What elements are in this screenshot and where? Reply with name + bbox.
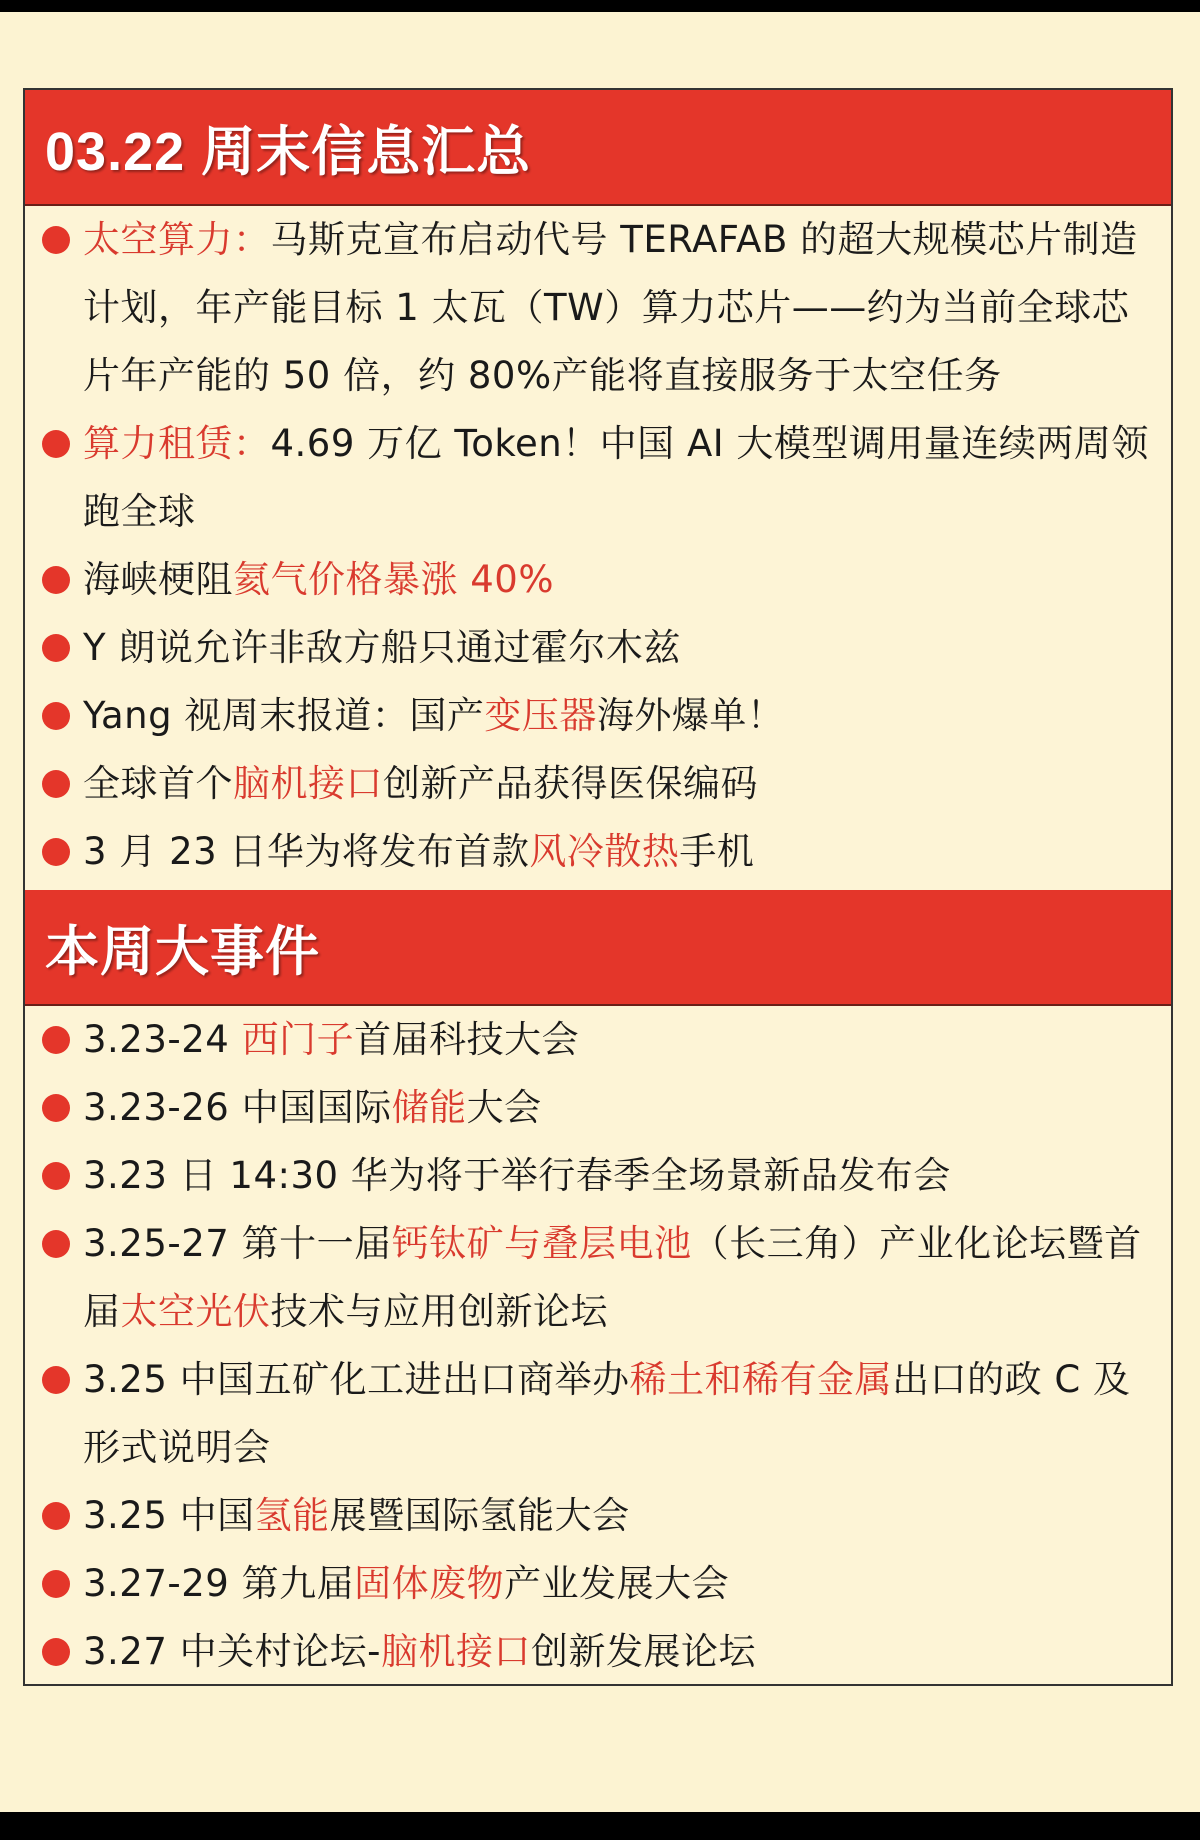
highlight-text: 固体废物 — [354, 1562, 505, 1605]
item-text: 3.23 日 14:30 华为将于举行春季全场景新品发布会 — [83, 1154, 951, 1197]
section-title: 03.22 周末信息汇总 — [45, 121, 532, 182]
item-text: 技术与应用创新论坛 — [270, 1290, 608, 1333]
highlight-text: 风冷散热 — [529, 830, 680, 873]
highlight-text: 稀土和稀有金属 — [629, 1358, 893, 1401]
item-text: 创新产品获得医保编码 — [383, 762, 758, 805]
highlight-text: 太空算力： — [83, 218, 271, 261]
highlight-text: 钙钛矿与叠层电池 — [391, 1222, 692, 1265]
list-item — [25, 1142, 1159, 1210]
item-text: 3.25 中国五矿化工进出口商举办 — [83, 1358, 630, 1401]
item-text: 3.27 中关村论坛- — [83, 1630, 381, 1673]
bullet-dot-icon — [42, 566, 70, 594]
list-item — [25, 614, 1159, 682]
item-text: 手机 — [679, 830, 755, 873]
bottom-black-bar — [0, 1812, 1200, 1840]
item-text: 大会 — [466, 1086, 542, 1129]
item-text: 4.69 万亿 Token！中国 AI 大模型调用量连续两周领跑全球 — [83, 422, 1149, 533]
bullet-dot-icon — [42, 1026, 70, 1054]
item-text: 海峡梗阻 — [83, 558, 233, 601]
highlight-text: 氦气价格暴涨 40% — [233, 558, 554, 601]
item-text: 出口的政 C 及形式说明会 — [83, 1358, 1131, 1469]
bullet-dot-icon — [42, 1162, 70, 1190]
highlight-text: 氢能 — [254, 1494, 330, 1537]
item-text: 3.27-29 第九届 — [83, 1562, 355, 1605]
bullet-dot-icon — [42, 430, 70, 458]
bullet-dot-icon — [42, 226, 70, 254]
item-text: 创新发展论坛 — [531, 1630, 756, 1673]
section-header — [25, 90, 1171, 206]
bullet-dot-icon — [42, 1502, 70, 1530]
section-list — [25, 1006, 1171, 1690]
list-item — [25, 1618, 1159, 1686]
list-item — [25, 1482, 1159, 1550]
list-item — [25, 1210, 1159, 1346]
list-item — [25, 750, 1159, 818]
highlight-text: 西门子 — [241, 1018, 355, 1061]
item-text: 3.23-26 中国国际 — [83, 1086, 392, 1129]
item-text: Y 朗说允许非敌方船只通过霍尔木兹 — [83, 626, 681, 669]
item-text: 马斯克宣布启动代号 TERAFAB 的超大规模芯片制造计划，年产能目标 1 太瓦（TW）算力芯片——约为当前全球芯片年产能的 50 倍，约 80%产能将直接服务于太空任务 — [83, 218, 1138, 397]
list-item — [25, 818, 1159, 886]
item-text: Yang 视周末报道：国产 — [83, 694, 485, 737]
item-text: 展暨国际氢能大会 — [329, 1494, 630, 1537]
bullet-dot-icon — [42, 1638, 70, 1666]
item-text: 3 月 23 日华为将发布首款 — [83, 830, 530, 873]
item-text: 产业发展大会 — [504, 1562, 730, 1605]
top-black-bar — [0, 0, 1200, 12]
bullet-dot-icon — [42, 1570, 70, 1598]
section-title: 本周大事件 — [45, 921, 320, 982]
highlight-text: 算力租赁： — [83, 422, 271, 465]
item-text: 全球首个 — [83, 762, 233, 805]
bullet-dot-icon — [42, 1366, 70, 1394]
list-item — [25, 1550, 1159, 1618]
section-list — [25, 206, 1171, 890]
bullet-dot-icon — [42, 634, 70, 662]
section-header — [25, 890, 1171, 1006]
highlight-text: 变压器 — [484, 694, 597, 737]
item-text: 3.25 中国 — [83, 1494, 255, 1537]
list-item — [25, 1346, 1159, 1482]
item-text: 3.23-24 — [83, 1018, 242, 1061]
bullet-dot-icon — [42, 1230, 70, 1258]
item-text: （长三角）产业化论坛暨首届 — [83, 1222, 1142, 1333]
item-text: 海外爆单！ — [596, 694, 785, 737]
news-summary-card — [23, 88, 1173, 1686]
list-item — [25, 206, 1159, 410]
list-item — [25, 682, 1159, 750]
item-text: 3.25-27 第十一届 — [83, 1222, 392, 1265]
highlight-text: 脑机接口 — [381, 1630, 531, 1673]
list-item — [25, 1006, 1159, 1074]
highlight-text: 储能 — [391, 1086, 467, 1129]
bullet-dot-icon — [42, 770, 70, 798]
bullet-dot-icon — [42, 1094, 70, 1122]
list-item — [25, 546, 1159, 614]
highlight-text: 太空光伏 — [120, 1290, 271, 1333]
bullet-dot-icon — [42, 702, 70, 730]
list-item — [25, 1074, 1159, 1142]
list-item — [25, 410, 1159, 546]
item-text: 首届科技大会 — [354, 1018, 580, 1061]
bullet-dot-icon — [42, 838, 70, 866]
highlight-text: 脑机接口 — [233, 762, 383, 805]
